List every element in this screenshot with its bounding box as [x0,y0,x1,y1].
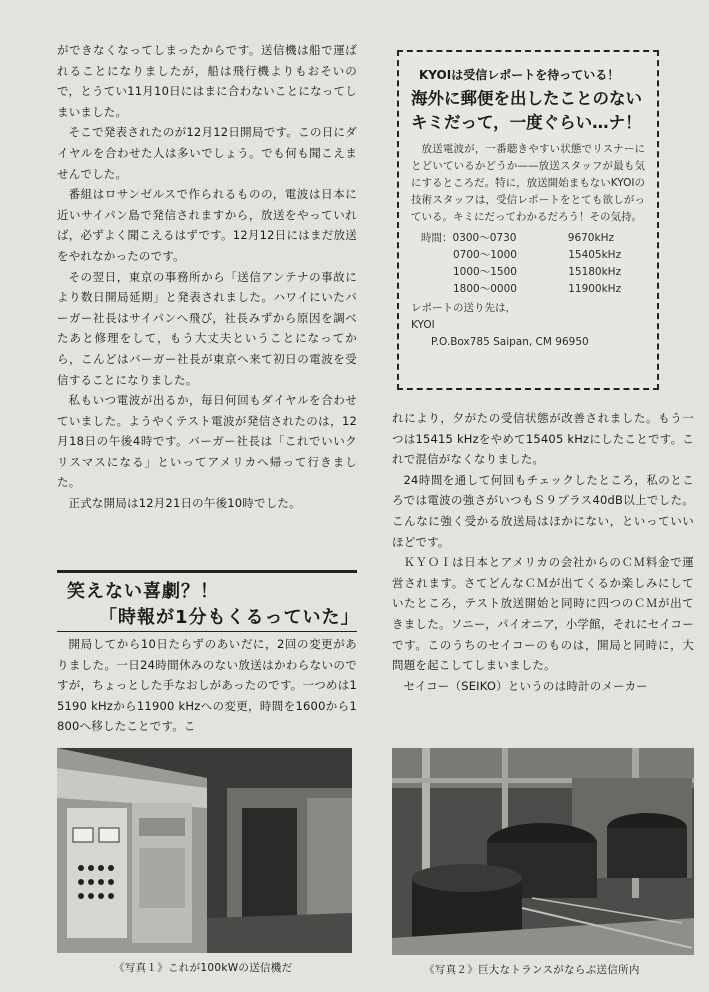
photo-transmitter [57,748,352,953]
paragraph: そこで発表されたのが12月12日開局です。この日にダイヤルを合わせた人は多いでしょう。でも何も聞こえませんでした。 [57,125,357,181]
box-headline-line-2: キミだって，一度ぐらい…ナ！ [411,113,642,132]
reception-report-box [397,50,659,390]
paragraph: その翌日，東京の事務所から「送信アンテナの事故により数日開局延期」と発表されました。ハワイにいたバーガー社長はサイパンへ飛び，社長みずから原因を調べたあと修理をして，もう大丈夫ということになってから，こんどはバーガー社長が東京へ来て初日の電波を受信することになりました。 [57,269,357,387]
left-column-continued [57,634,357,737]
paragraph: ができなくなってしまったからです。送信機は船で運ばれることになりましたが，船は飛行機よりもおそいので，とうてい11月10日にはまに合わないことになってしまいました。 [57,43,357,119]
left-column [57,40,357,514]
photo-transmitter-image [57,748,352,953]
paragraph: ＫＹＯＩは日本とアメリカの会社からのＣＭ料金で運営されます。さてどんなＣＭが出てくるか楽しみにしていたところ，テスト放送開始と同時に四つのＣＭが出てきました。ソニー，パイオニア，小学館，それにセイコーです。このうちのセイコーのものは，開局と同時に，大問題を起こしてしまいました。 [392,555,694,673]
schedule-time: 0700〜1000 [453,249,517,261]
right-column [392,408,694,696]
schedule-label: 時間： [421,232,453,244]
paragraph: 24時間を通して何回もチェックしたところ，私のところでは電波の強さがいつもＳ９プラス40dB以上でした。こんなに強く受かる放送局はほかにない，といっていいほどです。 [392,472,694,549]
schedule-row [411,264,645,281]
broadcast-schedule [411,230,645,298]
section-heading [57,570,360,632]
schedule-frequency: 15405kHz [568,249,622,261]
schedule-time: 0300〜0730 [452,232,517,244]
schedule-time: 1800〜0000 [453,283,517,295]
photo-transformers-image [392,748,694,955]
paragraph: セイコー（SEIKO）というのは時計のメーカー [403,678,648,693]
box-headline [411,87,645,135]
schedule-frequency: 11900kHz [568,283,622,295]
photo-transformers [392,748,694,955]
address-name: KYOI [411,319,435,331]
paragraph: 開局してから10日たらずのあいだに，2回の変更がありました。一日24時間休みのない放送はかわらないのですが，ちょっとした手なおしがあったのです。一つめは15190 kHzから11900 kHzへの変更，時間を1600から1800へ移したことです。こ [57,637,357,734]
paragraph: 番組はロサンゼルスで作られるものの，電波は日本に近いサイパン島で発信されますから，放送をやっていれば，必ずよく聞こえるはずです。12月12日にはまだ放送をやれなかったのです。 [57,187,357,263]
paragraph: れにより，夕がたの受信状態が改善されました。もう一つは15415 kHzをやめて15405 kHzにしたことです。これで混信がなくなりました。 [392,411,694,467]
box-headline-line-1: 海外に郵便を出したことのない [411,89,642,108]
schedule-row [411,247,645,264]
schedule-row [411,281,645,298]
paragraph: 正式な開局は12月21日の午後10時でした。 [68,496,301,511]
section-heading-line-2: 「時報が1分もくるっていた」 [99,607,360,628]
box-kicker: KYOIは受信レポートを待っている！ [419,68,620,82]
photo-caption-1: 《写真１》これが100kWの送信機だ [114,962,293,974]
schedule-time: 1000〜1500 [453,266,517,278]
box-body: 放送電波が，一番聴きやすい状態でリスナーにとどいているかどうか——放送スタッフが最も気にするところだ。特に，放送開始まもないKYOIの技術スタッフは，受信レポートをとても欲しがっている。キミにだってわかるだろう！その気持。 [411,143,645,223]
paragraph: 私もいつ電波が出るか，毎日何回もダイヤルを合わせていました。ようやくテスト電波が発信されたのは，12月18日の午後4時です。バーガー社長は「これでいいクリスマスになる」といってアメリカへ帰って行きました。 [57,393,357,490]
address-label: レポートの送り先は， [411,302,516,314]
schedule-row [411,230,645,247]
schedule-frequency: 9670kHz [567,232,614,244]
photo-caption-2: 《写真２》巨大なトランスがならぶ送信所内 [424,964,640,976]
section-heading-line-1: 笑えない喜劇？！ [67,581,219,602]
address-line: P.O.Box785 Saipan, CM 96950 [431,336,589,348]
schedule-frequency: 15180kHz [568,266,622,278]
